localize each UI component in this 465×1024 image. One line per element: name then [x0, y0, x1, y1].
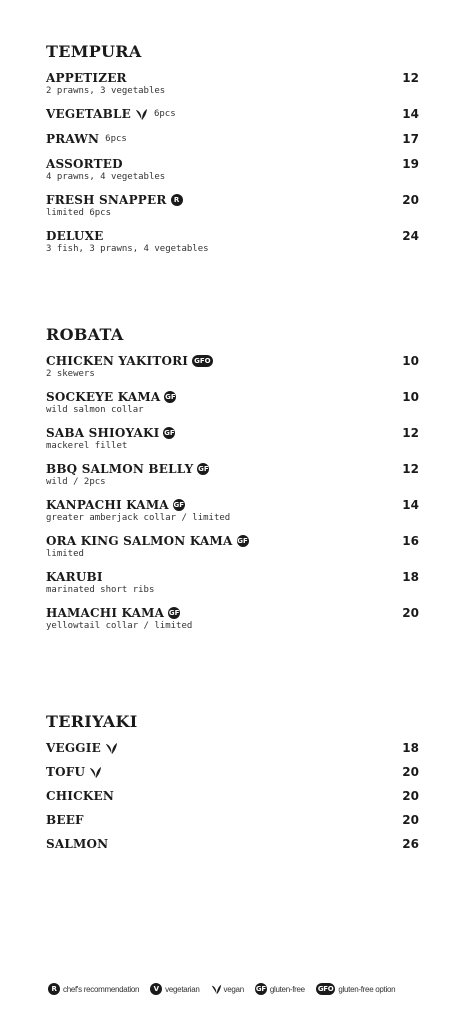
- section-title: TEMPURA: [46, 42, 142, 61]
- item-description: marinated short ribs: [46, 585, 155, 595]
- menu-item: [46, 836, 419, 852]
- item-name: VEGETABLE: [46, 107, 131, 121]
- item-name: SOCKEYE KAMA: [46, 390, 161, 404]
- item-price: 16: [402, 534, 419, 548]
- menu-item: [46, 497, 419, 524]
- menu-item: [46, 228, 419, 255]
- legend-label: gluten-free option: [338, 984, 396, 994]
- menu-item: [46, 70, 419, 97]
- item-description: greater amberjack collar / limited: [46, 513, 231, 523]
- item-price: 20: [402, 789, 419, 803]
- item-price: 18: [402, 741, 419, 755]
- menu-item: [46, 156, 419, 183]
- item-price: 26: [402, 837, 419, 851]
- item-name: SALMON: [46, 837, 109, 851]
- item-name: VEGGIE: [46, 741, 101, 755]
- section-title: TERIYAKI: [46, 712, 138, 731]
- menu-item: [46, 389, 419, 416]
- item-price: 24: [402, 229, 419, 243]
- item-name: CHICKEN YAKITORI: [46, 354, 189, 368]
- legend-vegetarian: [150, 983, 199, 995]
- item-name: KANPACHI KAMA: [46, 498, 169, 512]
- section-tempura: [46, 43, 419, 264]
- legend-label: gluten-free: [269, 984, 305, 994]
- item-name: ASSORTED: [46, 157, 123, 171]
- item-name: BEEF: [46, 813, 84, 827]
- menu-item: [46, 740, 419, 756]
- item-name: APPETIZER: [46, 71, 127, 85]
- section-title: ROBATA: [46, 325, 124, 344]
- chefs-recommendation-badge: R: [48, 983, 60, 995]
- item-description: yellowtail collar / limited: [46, 621, 193, 631]
- item-price: 20: [402, 813, 419, 827]
- gluten-free-badge: GF: [165, 393, 176, 401]
- gluten-free-badge: GF: [173, 501, 185, 509]
- item-name: HAMACHI KAMA: [46, 606, 165, 620]
- item-name: PRAWN: [46, 132, 100, 146]
- item-name: FRESH SNAPPER: [46, 193, 167, 207]
- menu-item: [46, 569, 419, 596]
- item-price: 10: [402, 390, 419, 404]
- item-note: 6pcs: [105, 134, 127, 144]
- item-name: TOFU: [46, 765, 86, 779]
- legend: [48, 982, 428, 996]
- item-description: 4 prawns, 4 vegetables: [46, 172, 166, 182]
- legend-gluten-free: [255, 983, 305, 995]
- item-price: 18: [402, 570, 419, 584]
- item-description: mackerel fillet: [46, 441, 128, 451]
- item-price: 20: [402, 193, 419, 207]
- legend-label: vegan: [223, 984, 244, 994]
- menu-item: [46, 192, 419, 219]
- legend-gluten-free-option: [316, 983, 395, 995]
- menu-item: [46, 131, 419, 147]
- gluten-free-badge: GF: [164, 429, 175, 437]
- vegan-leaf-icon: [211, 984, 222, 995]
- legend-vegan: [211, 984, 244, 995]
- item-price: 20: [402, 765, 419, 779]
- menu-item: [46, 353, 419, 380]
- vegan-leaf-icon: [89, 766, 102, 779]
- item-price: 10: [402, 354, 419, 368]
- item-description: 2 prawns, 3 vegetables: [46, 86, 166, 96]
- item-price: 14: [402, 498, 419, 512]
- item-price: 17: [402, 132, 419, 146]
- legend-label: vegetarian: [165, 984, 200, 994]
- vegetarian-badge: V: [150, 983, 162, 995]
- item-name: DELUXE: [46, 229, 104, 243]
- menu-item: [46, 461, 419, 488]
- vegan-leaf-icon: [105, 742, 118, 755]
- gluten-free-badge: GF: [237, 537, 248, 545]
- item-description: limited: [46, 549, 84, 559]
- legend-label: chef's recommendation: [63, 984, 140, 994]
- menu-item: [46, 788, 419, 804]
- item-description: limited 6pcs: [46, 208, 112, 218]
- item-description: wild salmon collar: [46, 405, 144, 415]
- item-name: KARUBI: [46, 570, 103, 584]
- gluten-free-option-badge: GFO: [194, 357, 211, 365]
- menu-item: [46, 425, 419, 452]
- gluten-free-badge: GF: [198, 465, 209, 473]
- chefs-recommendation-badge: R: [171, 194, 183, 206]
- item-name: SABA SHIOYAKI: [46, 426, 160, 440]
- section-robata: [46, 326, 419, 641]
- item-name: BBQ SALMON BELLY: [46, 462, 194, 476]
- menu-item: [46, 764, 419, 780]
- item-name: ORA KING SALMON KAMA: [46, 534, 233, 548]
- item-note: 6pcs: [153, 109, 176, 119]
- gluten-free-badge: GF: [255, 985, 266, 993]
- menu-item: [46, 605, 419, 632]
- gluten-free-badge: GF: [168, 609, 180, 617]
- item-name: CHICKEN: [46, 789, 114, 803]
- menu-item: [46, 812, 419, 828]
- vegan-leaf-icon: [135, 108, 148, 121]
- item-price: 12: [402, 71, 419, 85]
- item-description: 2 skewers: [46, 369, 95, 379]
- item-price: 19: [402, 157, 419, 171]
- menu-item: [46, 106, 419, 122]
- item-price: 14: [402, 107, 419, 121]
- item-description: 3 fish, 3 prawns, 4 vegetables: [46, 244, 209, 254]
- item-description: wild / 2pcs: [46, 477, 106, 487]
- gluten-free-option-badge: GFO: [317, 985, 334, 993]
- section-teriyaki: [46, 713, 419, 860]
- item-price: 20: [402, 606, 419, 620]
- menu-item: [46, 533, 419, 560]
- legend-chefs-recommendation: [48, 983, 139, 995]
- item-price: 12: [402, 462, 419, 476]
- item-price: 12: [402, 426, 419, 440]
